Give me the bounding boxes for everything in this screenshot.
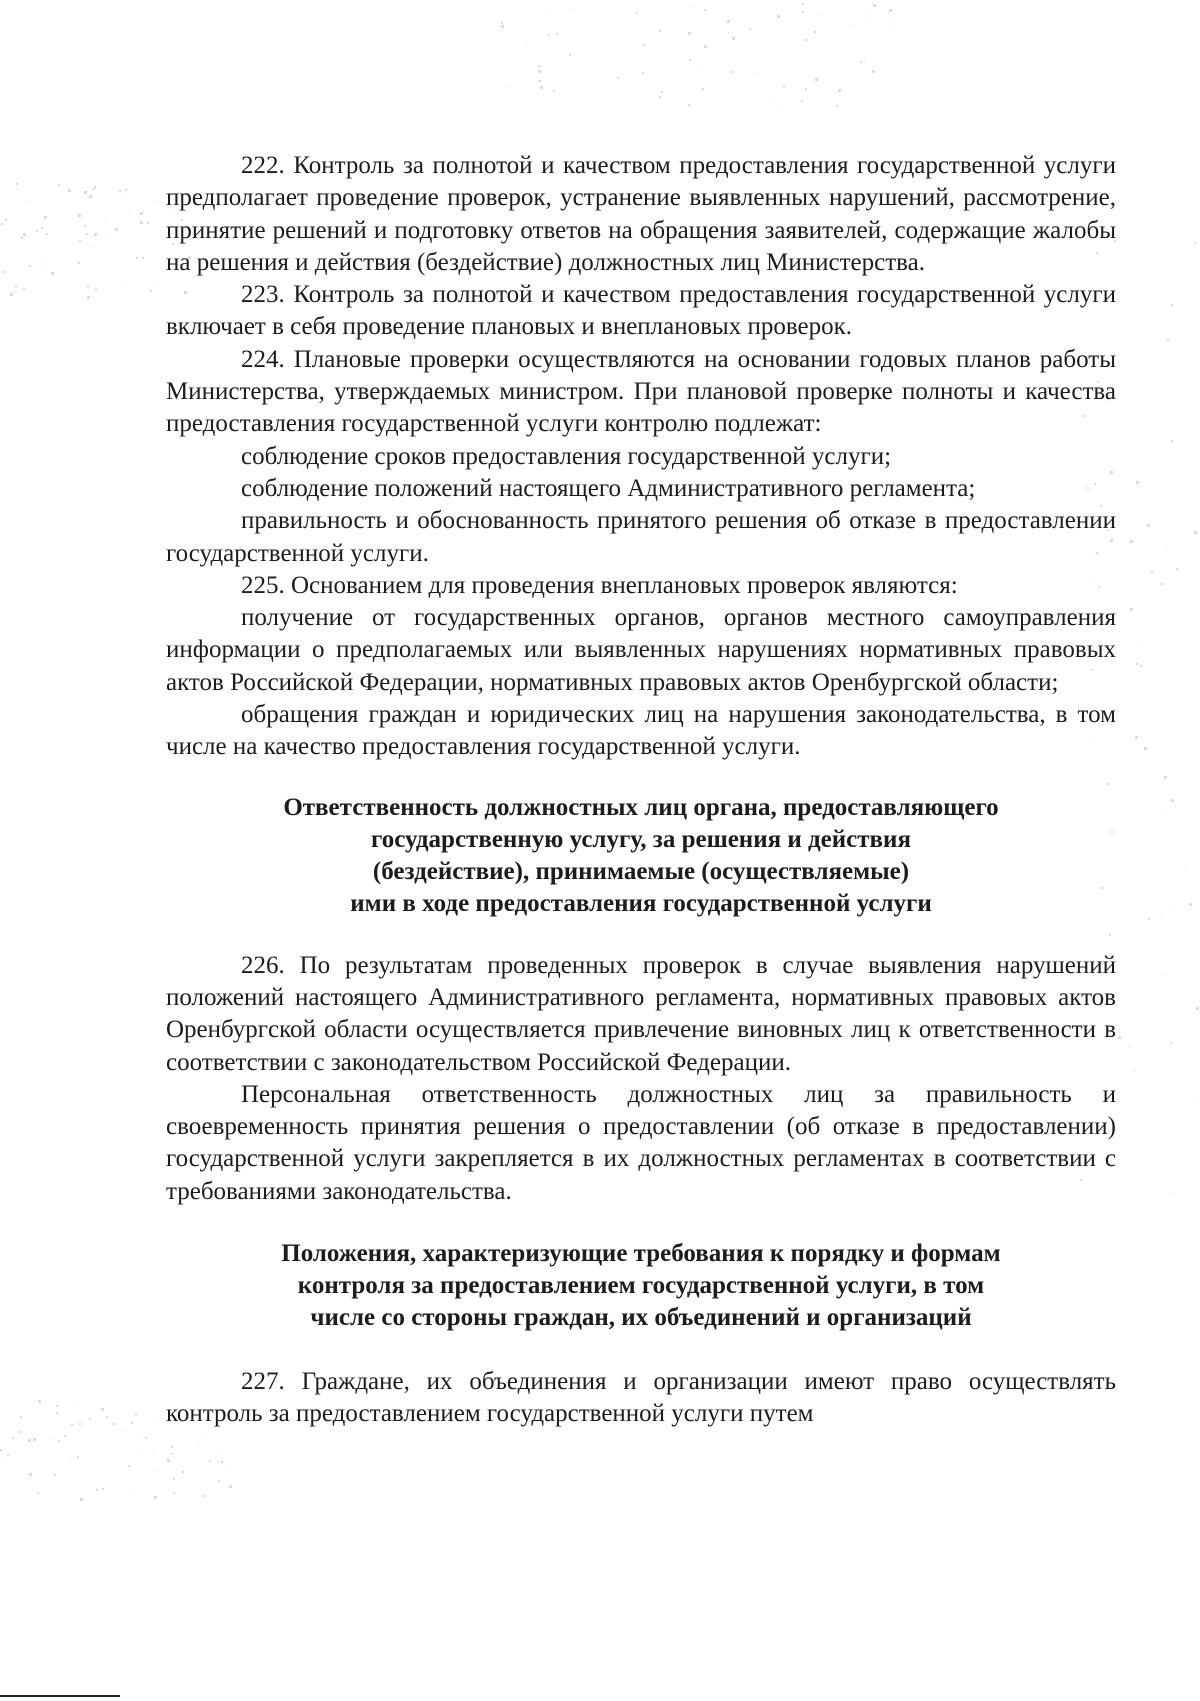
paragraph-p224a: соблюдение сроков предоставления государственной услуги; xyxy=(241,442,892,470)
paragraph-p227: 227. Граждане, их объединения и организации имеют право осуществлять контроль за предоставлением государственной услуги путем xyxy=(166,1368,1116,1428)
heading-line: контроля за предоставлением государственной услуги, в том xyxy=(297,1272,985,1300)
paragraph-p225a: получение от государственных органов, органов местного самоуправления информации о предполагаемых или выявленных нарушениях нормативных правовых актов Российской Федерации, нормативных правовых актов Оренбургской области; xyxy=(166,604,1116,696)
paragraph-p224b: соблюдение положений настоящего Административного регламента; xyxy=(241,474,976,502)
heading-line: Положения, характеризующие требования к порядку и формам xyxy=(281,1240,1001,1268)
section-citizen-control-paragraphs xyxy=(166,1366,1116,1431)
heading-line: государственную услугу, за решения и действия xyxy=(370,825,911,853)
section-responsibility-paragraphs xyxy=(166,950,1116,1208)
heading-line: ими в ходе предоставления государственной услуги xyxy=(350,889,932,917)
scan-edge-line xyxy=(0,1695,120,1697)
heading-line: (бездействие), принимаемые (осуществляемые) xyxy=(372,857,910,885)
document-page xyxy=(166,150,1116,1431)
heading-line: числе со стороны граждан, их объединений и организаций xyxy=(310,1304,972,1332)
section-control-paragraphs xyxy=(166,150,1116,764)
paragraph-p225: 225. Основанием для проведения внеплановых проверок являются: xyxy=(241,571,958,599)
heading-control-requirements xyxy=(166,1238,1116,1334)
paragraph-p224: 224. Плановые проверки осуществляются на основании годовых планов работы Министерства, утверждаемых министром. При плановой проверке полноты и качества предоставления государственной услуги контролю подлежат: xyxy=(166,345,1116,438)
paragraph-p226b: Персональная ответственность должностных лиц за правильность и своевременность принятия решения о предоставлении (об отказе в предоставлении) государственной услуги закрепляется в их должностных регламентах в соответствии с требованиями законодательства. xyxy=(166,1080,1116,1205)
paragraph-p223: 223. Контроль за полнотой и качеством предоставления государственной услуги включает в себя проведение плановых и внеплановых проверок. xyxy=(166,281,1116,341)
paragraph-p222: 222. Контроль за полнотой и качеством предоставления государственной услуги предполагает проведение проверок, устранение выявленных нарушений, рассмотрение, принятие решений и подготовку ответов на обращения заявителей, содержащие жалобы на решения и действия (бездействие) должностных лиц Министерства. xyxy=(166,152,1116,276)
paragraph-p225b: обращения граждан и юридических лиц на нарушения законодательства, в том числе на качество предоставления государственной услуги. xyxy=(166,701,1116,761)
paragraph-p224c: правильность и обоснованность принятого решения об отказе в предоставлении государственной услуги. xyxy=(166,507,1116,567)
heading-responsibility xyxy=(166,792,1116,920)
paragraph-p226: 226. По результатам проведенных проверок в случае выявления нарушений положений настоящего Административного регламента, нормативных правовых актов Оренбургской области осуществляется привлечение виновных лиц к ответственности в соответствии с законодательством Российской Федерации. xyxy=(166,951,1116,1076)
heading-line: Ответственность должностных лиц органа, предоставляющего xyxy=(283,793,999,821)
